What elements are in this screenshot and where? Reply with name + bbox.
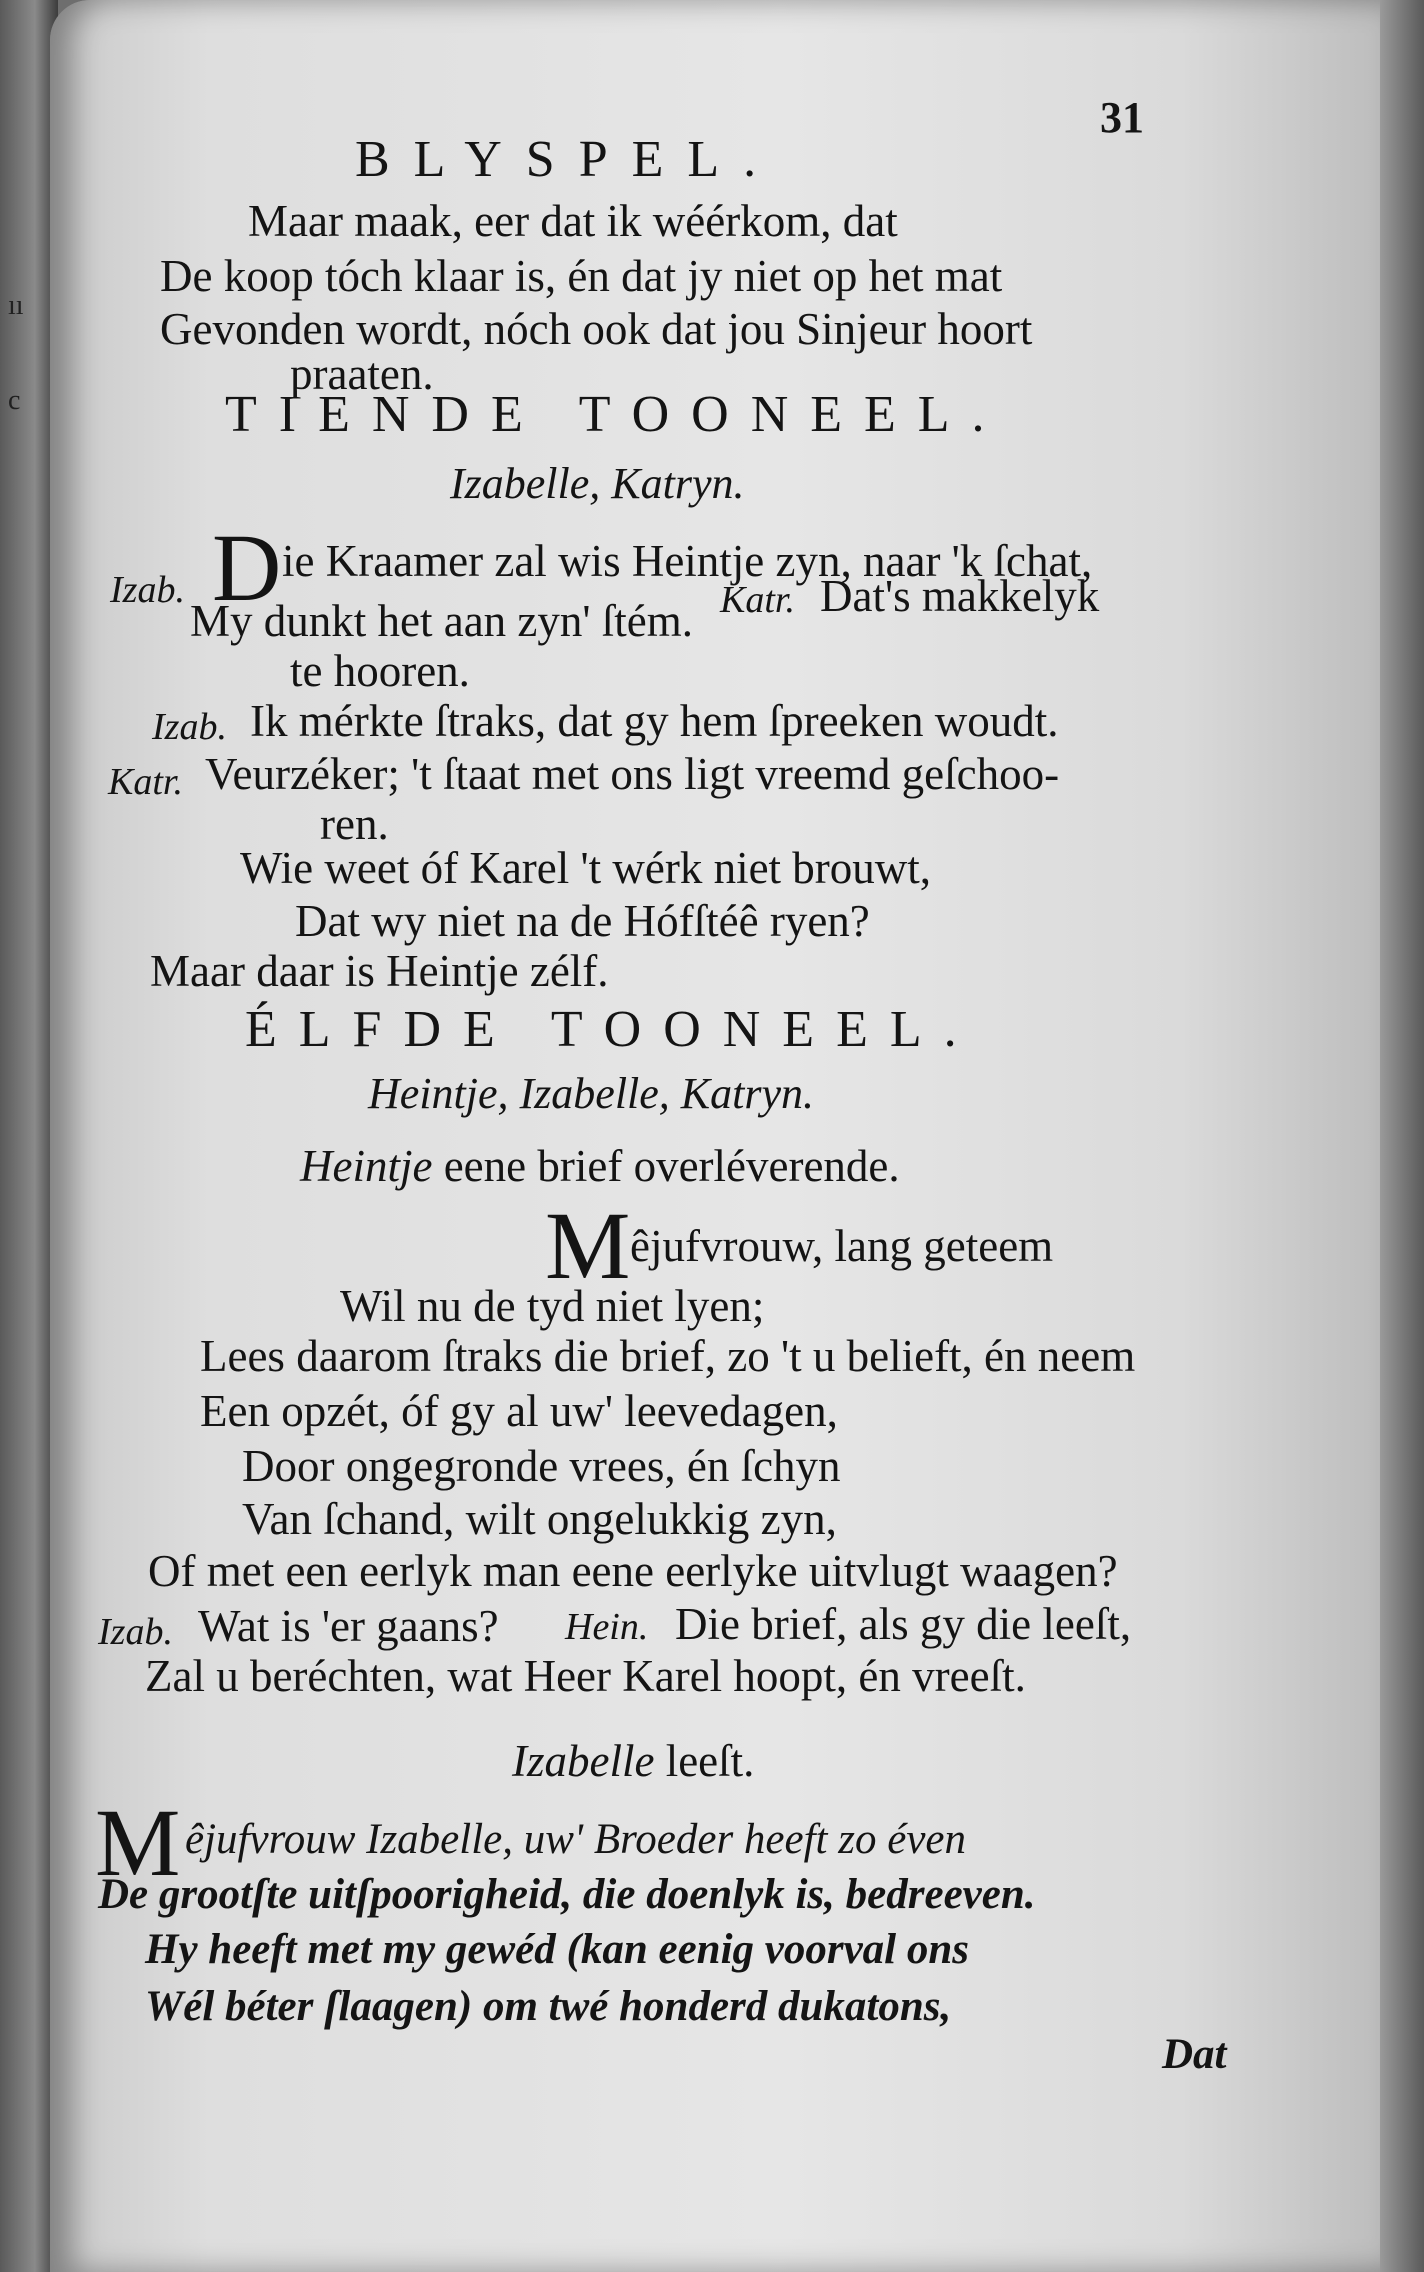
verse-line: De koop tóch klaar is, én dat jy niet op het mat <box>160 251 1003 301</box>
verse-line: Ik mérkte ſtraks, dat gy hem ſpreeken woudt. <box>250 696 1059 746</box>
letter-line: Wél béter ſlaagen) om twé honderd dukatons, <box>145 1983 952 2030</box>
drop-initial: M <box>545 1192 631 1299</box>
verse-line: Zal u beréchten, wat Heer Karel hoopt, én vreeſt. <box>145 1651 1026 1701</box>
verse-line: Maar daar is Heintje zélf. <box>150 946 609 996</box>
verse-line: Een opzét, óf gy al uw' leevedagen, <box>200 1386 838 1436</box>
verse-line: Veurzéker; 't ſtaat met ons ligt vreemd geſchoo- <box>205 749 1060 799</box>
verse-line: Dat's makkelyk <box>820 571 1100 621</box>
verse-line: Wil nu de tyd niet lyen; <box>340 1281 765 1331</box>
verse-line: Door ongegronde vrees, én ſchyn <box>242 1441 841 1491</box>
verse-line: ie Kraamer zal wis Heintje zyn, naar 'k ſchat, <box>282 536 1093 586</box>
verse-line: Die brief, als gy die leeſt, <box>675 1599 1132 1649</box>
speaker-label: Katr. <box>108 761 183 803</box>
letter-line: De grootſte uitſpoorigheid, die doenlyk is, bedreeven. <box>98 1871 1036 1918</box>
stage-direction-name: Izabelle <box>512 1736 655 1786</box>
verse-line: Gevonden wordt, nóch ook dat jou Sinjeur hoort <box>160 304 1033 354</box>
verse-line: Van ſchand, wilt ongelukkig zyn, <box>242 1494 837 1544</box>
stage-direction-text: leeſt. <box>665 1736 755 1786</box>
scene-title: TIENDE TOONEEL. <box>225 386 1007 443</box>
scene-cast: Heintje, Izabelle, Katryn. <box>368 1069 815 1118</box>
verse-line: My dunkt het aan zyn' ſtém. <box>190 596 693 646</box>
letter-line <box>185 1815 966 1864</box>
stage-direction-name: Heintje <box>300 1141 433 1191</box>
drop-initial: M <box>95 1789 181 1896</box>
speaker-label: Hein. <box>565 1606 649 1648</box>
speaker-label: Izab. <box>110 569 185 611</box>
letter-line: Hy heeft met my gewéd (kan eenig voorval ons <box>145 1926 970 1973</box>
speaker-label: Izab. <box>152 706 227 748</box>
verse-line: te hooren. <box>290 646 470 696</box>
verse-line: Maar maak, eer dat ik wéérkom, dat <box>248 196 898 246</box>
verse-line: Of met een eerlyk man eene eerlyke uitvlugt waagen? <box>148 1546 1118 1596</box>
facing-page-mark: ıı <box>8 290 24 321</box>
stage-direction <box>300 1140 900 1192</box>
speaker-label: Katr. <box>720 579 795 621</box>
catchword: Dat <box>1162 2031 1227 2078</box>
stage-direction-text: eene brief overléverende. <box>443 1141 900 1191</box>
verse-line: Wat is 'er gaans? <box>198 1601 499 1651</box>
page-number: 31 <box>1100 93 1144 142</box>
verse-line: êjufvrouw, lang geteem <box>630 1221 1054 1271</box>
verse-line: Wie weet óf Karel 't wérk niet brouwt, <box>240 843 932 893</box>
scene-cast: Izabelle, Katryn. <box>450 459 745 508</box>
speaker-label: Izab. <box>98 1611 173 1653</box>
scene-title: ÉLFDE TOONEEL. <box>245 1001 979 1058</box>
stage-direction <box>512 1735 754 1787</box>
page-edge <box>1380 0 1424 2272</box>
letter-text: êjufvrouw Izabelle, uw' Broeder heeft zo éven <box>185 1816 966 1863</box>
verse-line: praaten. <box>290 349 434 399</box>
running-head: BLYSPEL. <box>355 131 781 188</box>
drop-initial: D <box>212 514 282 621</box>
verse-line: Lees daarom ſtraks die brief, zo 't u belieft, én neem <box>200 1331 1136 1381</box>
facing-page-mark: c <box>8 385 21 416</box>
verse-line: ren. <box>320 799 389 849</box>
verse-line: Dat wy niet na de Hófſtéê ryen? <box>295 896 870 946</box>
